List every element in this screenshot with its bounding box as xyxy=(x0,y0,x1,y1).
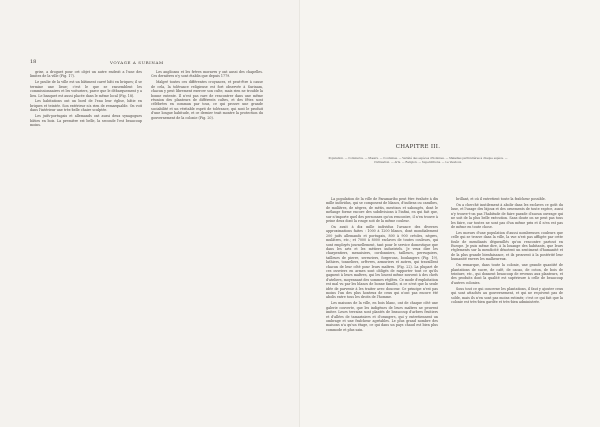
right-column-1 xyxy=(326,197,438,334)
paragraph: Les mœurs d'une population d'aussi nombreuses couleurs que celle qui se trouve dans la ville, la vue n'est pas affligée par cette foule de mendiants déguenillés qu'on rencontre partout en Europe. Je puis même dire, à la louange des habitants, que leurs règlements sur la mendicité dénotent un sentiment d'humanité et de la plus grande bienfaisance, et ils prouvent à la postérité leur humanité envers les malheureux. xyxy=(451,230,563,262)
page-number: 18 xyxy=(30,59,37,65)
paragraph: On avait à dix mille individus l'avance des diverses approximations faites : 1000 à 1200 blancs, dont mondialement 200 juifs allemands et portugais, 800 à 900 créoles, nègres, mulâtres, etc.; et 7000 à 8000 esclaves de toutes couleurs, qui sont employés journellement, tant pour le service domestique que dans les arts et les métiers industriels. Je veux dire les charpentiers, menuisiers, cordonniers, tailleurs, perruquiers, tailleurs de pierre, serruriers, forgerons, boulangers (Fig. 19), luthiers, tonneliers, orfèvres, armuriers et autres, qui travaillent chacun de leur côté pour leurs maîtres. (Fig. 22). La plupart de ces ouvriers en armes sont obligés de rapporter tout ce qu'ils gagnent à leurs maîtres, qui les louent même souvent à des chefs d'ateliers, moyennant des sommes réglées. Ce mode d'exploitation est mal vu par les blancs de bonne famille, si ce n'est que la seule idée de parvenir à les traiter avec douceur. Ce principe n'est pas moins l'un des plus honteux de ceux qui n'ont pas encore été abolis entre tous les droits de l'homme. xyxy=(326,224,438,300)
paragraph: Les habitations ont un bord de l'eau leur église, bâtie en briques et teintée. Son extérieur n'a rien de remarquable. On voit dans l'intérieur une très-belle chaire sculptée. xyxy=(30,99,142,113)
chapter-summary: Population. — Commerce. — Mœurs. — Coutumes. — Variété des espèces d'hommes. — Maladies particulières à chaque espèce. — Civilisation. — Arts. — Religion. — Superstitions. — Le Vaudoux. xyxy=(328,156,508,164)
paragraph: Sous tout ce qui concerne les plantations, il faut y ajouter ceux qui sont attachés au gouvernement, et qui ne reçoivent pas de solde, mais ils n'en sont pas moins estimés; c'est ce qui fait que la colonie est très-bien gardée et très-bien administrée. xyxy=(451,286,563,304)
paragraph: On a cherché inutilement à abolir dans les esclaves ce goût du luxe, et l'usage des bijoux et des ornements de toute espèce, aussi n'y trouve-t-on pas l'habitude de faire parade d'aucun ouvrage qui ne soit de la plus belle exécution. Sans doute on ne peut pas tous les faire, car toutes ne sont pas d'un même prix et il n'en est pas de même en toute chose. xyxy=(451,202,563,229)
paragraph: Les maisons de la ville, en bois blanc, ont de chaque côté une galerie couverte, que les indigènes de leurs maîtres ne peuvent imiter. Leurs terrains sont plantés de beaucoup d'arbres fruitiers et d'allées de tamariniers et d'orangers, qui y entretiennent un ombrage et une fraîcheur agréables. Le plus grand nombre des maisons n'a qu'un étage, ce qui dans un pays chaud est bien plus commode et plus sain. xyxy=(326,301,438,332)
paragraph: Les anglicans et les frères moraves y ont aussi des chapelles. Ces dernières n'y sont établis que depuis 1779. xyxy=(151,70,263,79)
paragraph: On remarque, dans toute la colonie, une grande quantité de plantations de sucre, de café, de cacao, de coton, de bois de teinture, etc., qui donnent beaucoup de revenus aux planteurs, et des produits dont la qualité est supérieure à celle de beaucoup d'autres colonies. xyxy=(451,263,563,285)
paragraph: grise, a droguet pour cet objet un autre endroit a l'une des limites de la ville (Fig. 17). xyxy=(30,70,142,79)
chapter-title: CHAPITRE III. xyxy=(395,144,441,150)
running-head: VOYAGE A SURINAM xyxy=(110,60,164,65)
paragraph: Le poulie de la ville est un bâtiment carré bâti en briques; il se termine une lieue; c'est le que se rassemblent les commissionnaires et les voituriers, parce que le débarquement y a lieu. Le banquet est aussi placée dans le même local (Fig. 18). xyxy=(30,80,142,98)
paragraph: La population de la ville de Paramaribo peut être évaluée à dix mille individus, qui se composent de blancs, d'indiens ou caraïbes, de mulâtres, de nègres, de métis, mestizos et sabougés, dont le mélange forme encore des subdivisions à l'infini, en qui fait que, sur n'importe quel des personnes qu'on rencontre, il n'en trouve à peine deux dont la rouge soit de la même couleur. xyxy=(326,197,438,224)
right-column-2 xyxy=(451,197,563,306)
paragraph: Les juifs-portugais et allemands ont aussi deux synagogues bâties en bois. La première est belle, la seconde l'est beaucoup moins. xyxy=(30,114,142,127)
left-column-2 xyxy=(151,70,263,121)
paragraph: brillant, et où il entretient toute la fraîcheur possible. xyxy=(456,197,546,201)
paragraph: Malgré toutes ces différentes croyances, et peut-être à cause de cela, la tolérance religieuse est fort observée à Surinam, chacun y peut librement exercer son culte, mais rien ne trouble la bonne entente. Il n'est pas rare de rencontrer dans une même réunion des planteurs de différents cultes, et des fêtes sont célébrées en commun par tous, ce qui prouve une grande sociabilité et un véritable esprit de tolérance, qui sont le produit d'une longue habitude, et ce dernier trait montre la protection du gouvernement de la colonie (Fig. 20). xyxy=(151,80,263,120)
left-column-1 xyxy=(30,70,142,129)
